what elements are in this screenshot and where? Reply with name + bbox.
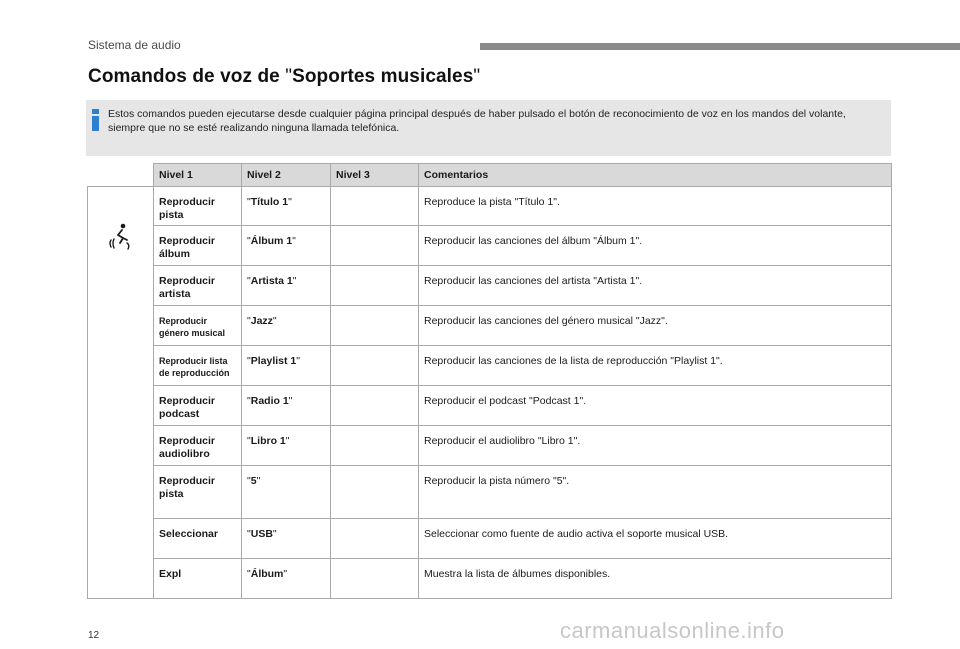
row-comment: Reproducir la pista número "5". [419, 466, 892, 519]
header-bar [480, 43, 960, 50]
info-text: Estos comandos pueden ejecutarse desde cualquier página principal después de haber pulsado el botón de reconocimiento de voz en los mandos del volante, siempre que no se esté realizando ninguna llamada telefónica. [108, 108, 846, 134]
level2-value: 5 [250, 475, 257, 487]
row-level2: "Radio 1" [242, 386, 331, 426]
row-comment: Reproducir las canciones de la lista de reproducción "Playlist 1". [419, 346, 892, 386]
row-level3 [331, 266, 419, 306]
row-comment: Reproducir el audiolibro "Libro 1". [419, 426, 892, 466]
row-comment: Reproducir las canciones del álbum "Álbum 1". [419, 226, 892, 266]
row-level2: "5" [242, 466, 331, 519]
table-row [88, 187, 892, 226]
row-comment: Reproducir el podcast "Podcast 1". [419, 386, 892, 426]
level2-value: Álbum [250, 568, 284, 580]
row-level2: "Jazz" [242, 306, 331, 346]
row-level3 [331, 346, 419, 386]
column-header-level3: Nivel 3 [331, 164, 419, 187]
table-row [88, 386, 892, 426]
voice-commands-table [87, 163, 892, 599]
voice-command-icon [108, 223, 134, 253]
row-comment: Reproducir las canciones del género musical "Jazz". [419, 306, 892, 346]
table-row [88, 266, 892, 306]
row-level3 [331, 559, 419, 599]
title-highlight: Soportes musicales [292, 66, 474, 87]
table-header-row [88, 164, 892, 187]
info-box [86, 100, 891, 156]
title-open-quote: " [285, 66, 293, 87]
table-row [88, 466, 892, 519]
row-level1: Reproducir álbum [154, 226, 242, 266]
row-level3 [331, 466, 419, 519]
row-level1: Reproducir audiolibro [154, 426, 242, 466]
row-level3 [331, 306, 419, 346]
column-header-level1: Nivel 1 [154, 164, 242, 187]
header-blank-cell [88, 164, 154, 187]
voice-icon-cell [88, 187, 154, 599]
row-level1: Reproducir pista [154, 187, 242, 226]
row-level2: "Álbum 1" [242, 226, 331, 266]
row-level1: Reproducir lista de reproducción [154, 346, 242, 386]
row-comment: Seleccionar como fuente de audio activa el soporte musical USB. [419, 519, 892, 559]
level2-value: Artista 1 [250, 275, 293, 287]
row-level2: "Playlist 1" [242, 346, 331, 386]
table-row [88, 346, 892, 386]
row-level3 [331, 226, 419, 266]
level2-value: Playlist 1 [250, 355, 297, 367]
row-level1: Reproducir pista [154, 466, 242, 519]
column-header-level2: Nivel 2 [242, 164, 331, 187]
level2-value: Radio 1 [250, 395, 289, 407]
table-row [88, 306, 892, 346]
row-level3 [331, 386, 419, 426]
row-level2: "USB" [242, 519, 331, 559]
section-label: Sistema de audio [88, 38, 181, 52]
level2-value: Jazz [250, 315, 273, 327]
row-level3 [331, 426, 419, 466]
title-close-quote: " [473, 66, 481, 87]
table-row [88, 426, 892, 466]
level2-value: USB [250, 528, 273, 540]
row-level1: Expl [154, 559, 242, 599]
level2-value: Libro 1 [250, 435, 286, 447]
title-prefix: Comandos de voz de [88, 66, 286, 87]
page-number: 12 [88, 630, 100, 641]
level2-value: Álbum 1 [250, 235, 293, 247]
table-row [88, 226, 892, 266]
page-title [88, 66, 480, 88]
table-row [88, 519, 892, 559]
column-header-comments: Comentarios [419, 164, 892, 187]
row-level1: Reproducir género musical [154, 306, 242, 346]
info-icon-bar [92, 116, 99, 131]
row-comment: Reproduce la pista "Título 1". [419, 187, 892, 226]
row-level2: "Título 1" [242, 187, 331, 226]
info-icon-dot [92, 109, 99, 114]
watermark: carmanualsonline.info [560, 618, 785, 643]
table-row [88, 559, 892, 599]
row-comment: Reproducir las canciones del artista "Artista 1". [419, 266, 892, 306]
row-level2: "Artista 1" [242, 266, 331, 306]
level2-value: Título 1 [250, 196, 289, 208]
row-level1: Reproducir podcast [154, 386, 242, 426]
row-level3 [331, 187, 419, 226]
row-level2: "Álbum" [242, 559, 331, 599]
row-level3 [331, 519, 419, 559]
row-level1: Seleccionar [154, 519, 242, 559]
info-icon [92, 109, 100, 131]
row-level2: "Libro 1" [242, 426, 331, 466]
row-level1: Reproducir artista [154, 266, 242, 306]
row-comment: Muestra la lista de álbumes disponibles. [419, 559, 892, 599]
